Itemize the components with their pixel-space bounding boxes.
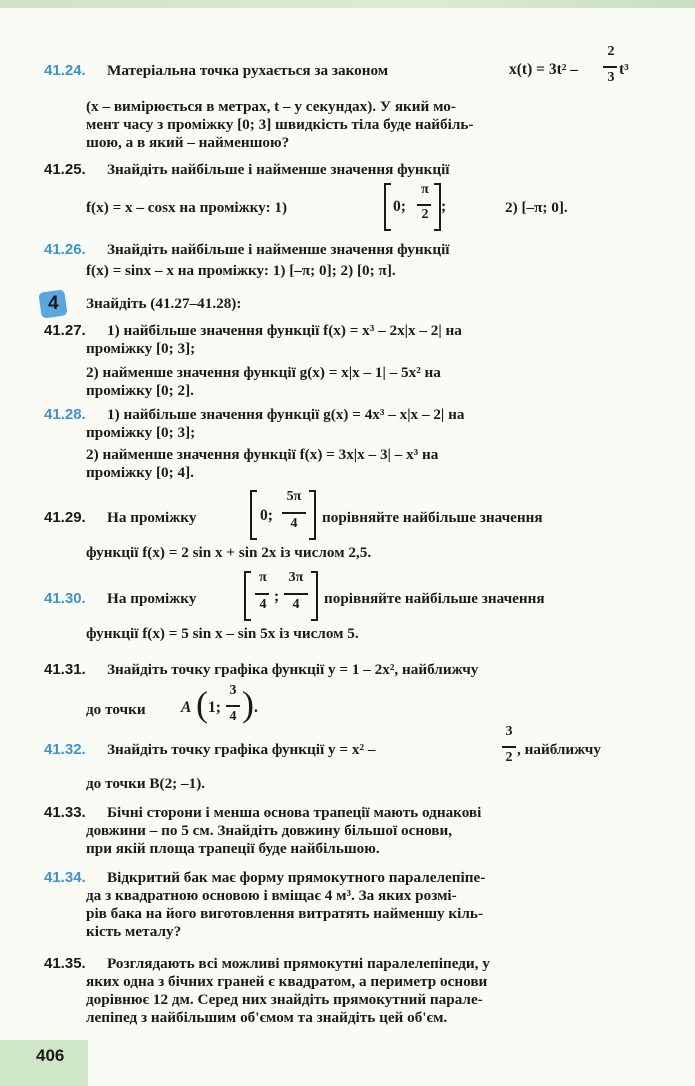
fraction-bar [282, 512, 306, 514]
problem-text-line: проміжку [0; 2]. [86, 382, 194, 399]
fraction-bar [226, 705, 240, 707]
section-heading: Знайдіть (41.27–41.28): [86, 295, 242, 312]
fraction-numerator: π [259, 570, 267, 585]
interval-bracket-left [244, 571, 251, 621]
fraction-denominator: 4 [290, 516, 298, 531]
problem-text-line: f(x) = x – cosx на проміжку: 1) [86, 199, 288, 216]
problem-number: 41.27. [44, 322, 86, 339]
fraction-denominator: 2 [421, 207, 429, 222]
problem-text-line: Знайдіть найбільше і найменше значення функції [107, 241, 450, 258]
problem-text-line: Розглядають всі можливі прямокутні паралелепіпеди, у [107, 955, 490, 972]
problem-text-line: Знайдіть точку графіка функції y = 1 – 2x², найближчу [107, 661, 479, 678]
problem-number: 41.24. [44, 62, 86, 79]
problem-number: 41.28. [44, 406, 86, 423]
problem-text-line: 2) [–π; 0]. [505, 199, 568, 216]
problem-text-line: 2) найменше значення функції g(x) = x|x – 1| – 5x² на [86, 364, 441, 381]
interval-left: 0; [393, 198, 406, 215]
problem-text-line: На проміжку [107, 590, 197, 607]
fraction-denominator: 4 [229, 709, 237, 724]
fraction-numerator: π [421, 182, 429, 197]
point-label: A [181, 699, 192, 716]
formula: x(t) = 3t² – [509, 61, 579, 78]
problem-text-line: мент часу з проміжку [0; 3] швидкість тіла буде найбіль- [86, 116, 474, 133]
interval-bracket-left [384, 183, 391, 231]
problem-text-line: дорівнює 12 дм. Серед них знайдіть прямокутний парале- [86, 991, 483, 1008]
fraction-numerator: 3π [288, 570, 304, 585]
problem-number: 41.34. [44, 869, 86, 886]
problem-text-line: порівняйте найбільше значення [324, 590, 545, 607]
problem-text-line: яких одна з бічних граней є квадратом, а периметр основи [86, 973, 488, 990]
problem-text-line: порівняйте найбільше значення [322, 509, 543, 526]
problem-number: 41.26. [44, 241, 86, 258]
problem-text-line: довжини – по 5 см. Знайдіть довжину більшої основи, [86, 822, 453, 839]
problem-text-line: кість металу? [86, 923, 182, 940]
interval-bracket-right [309, 490, 316, 540]
fraction-bar [255, 593, 269, 595]
problem-number: 41.30. [44, 590, 86, 607]
problem-number: 41.35. [44, 955, 86, 972]
problem-number: 41.31. [44, 661, 86, 678]
problem-text-line: да з квадратною основою і вміщає 4 м³. За яких розмі- [86, 887, 457, 904]
problem-number: 41.33. [44, 804, 86, 821]
page-number: 406 [36, 1046, 65, 1065]
problem-text-line: функції f(x) = 2 sin x + sin 2x із числом 2,5. [86, 544, 372, 561]
fraction-denominator: 2 [505, 750, 513, 765]
point-x: 1; [208, 699, 221, 716]
fraction-bar [417, 204, 431, 206]
problem-number: 41.25. [44, 161, 86, 178]
problem-text-line: Бічні сторони і менша основа трапеції мають однакові [107, 804, 482, 821]
fraction-bar [502, 746, 516, 748]
interval-left: 0; [260, 507, 273, 524]
problem-text-line: На проміжку [107, 509, 197, 526]
interval-bracket-right [311, 571, 318, 621]
problem-text-line: лепіпед з найбільшим об'ємом та знайдіть цей об'єм. [86, 1009, 448, 1026]
formula-tail: t³ [619, 61, 629, 78]
problem-text-line: при якій площа трапеції буде найбільшою. [86, 840, 380, 857]
period: . [254, 699, 258, 716]
interval-bracket-right [434, 183, 441, 231]
problem-text-line: шою, а в який – найменшою? [86, 134, 290, 151]
fraction-numerator: 2 [607, 44, 615, 59]
problem-text-line: рів бака на його виготовлення витратять найменшу кіль- [86, 905, 484, 922]
problem-text-line: Знайдіть точку графіка функції y = x² – [107, 741, 376, 758]
problem-text-line: 2) найменше значення функції f(x) = 3x|x – 3| – x³ на [86, 446, 439, 463]
interval-tail: ; [441, 198, 447, 215]
interval-separator: ; [274, 588, 280, 605]
problem-text-line: проміжку [0; 3]; [86, 424, 196, 441]
problem-text-line: проміжку [0; 3]; [86, 340, 196, 357]
fraction-denominator: 4 [259, 597, 267, 612]
paren-left: ( [196, 684, 208, 724]
problem-number: 41.32. [44, 741, 86, 758]
interval-bracket-left [250, 490, 257, 540]
paren-right: ) [242, 684, 254, 724]
fraction-bar [284, 593, 308, 595]
fraction-numerator: 5π [286, 489, 302, 504]
problem-text-line: , найближчу [517, 741, 601, 758]
problem-text-line: 1) найбільше значення функції g(x) = 4x³ – x|x – 2| на [107, 406, 465, 423]
fraction-denominator: 4 [292, 597, 300, 612]
problem-text-line: до точки B(2; –1). [86, 775, 206, 792]
fraction-denominator: 3 [607, 70, 615, 85]
problem-text-line: f(x) = sinx – x на проміжку: 1) [–π; 0]; 2) [0; π]. [86, 262, 396, 279]
top-decorative-band [0, 0, 695, 8]
problem-text-line: Відкритий бак має форму прямокутного паралелепіпе- [107, 869, 486, 886]
fraction-numerator: 3 [505, 724, 513, 739]
problem-number: 41.29. [44, 509, 86, 526]
problem-text-line: Знайдіть найбільше і найменше значення функції [107, 161, 450, 178]
level-number: 4 [48, 293, 59, 314]
problem-text-line: до точки [86, 701, 146, 718]
problem-text-line: Матеріальна точка рухається за законом [107, 62, 389, 79]
problem-text-line: проміжку [0; 4]. [86, 464, 194, 481]
problem-text-line: функції f(x) = 5 sin x – sin 5x із числом 5. [86, 625, 359, 642]
fraction-numerator: 3 [229, 683, 237, 698]
problem-text-line: (x – вимірюється в метрах, t – у секундах). У який мо- [86, 98, 456, 115]
fraction-bar [603, 66, 617, 68]
problem-text-line: 1) найбільше значення функції f(x) = x³ – 2x|x – 2| на [107, 322, 462, 339]
